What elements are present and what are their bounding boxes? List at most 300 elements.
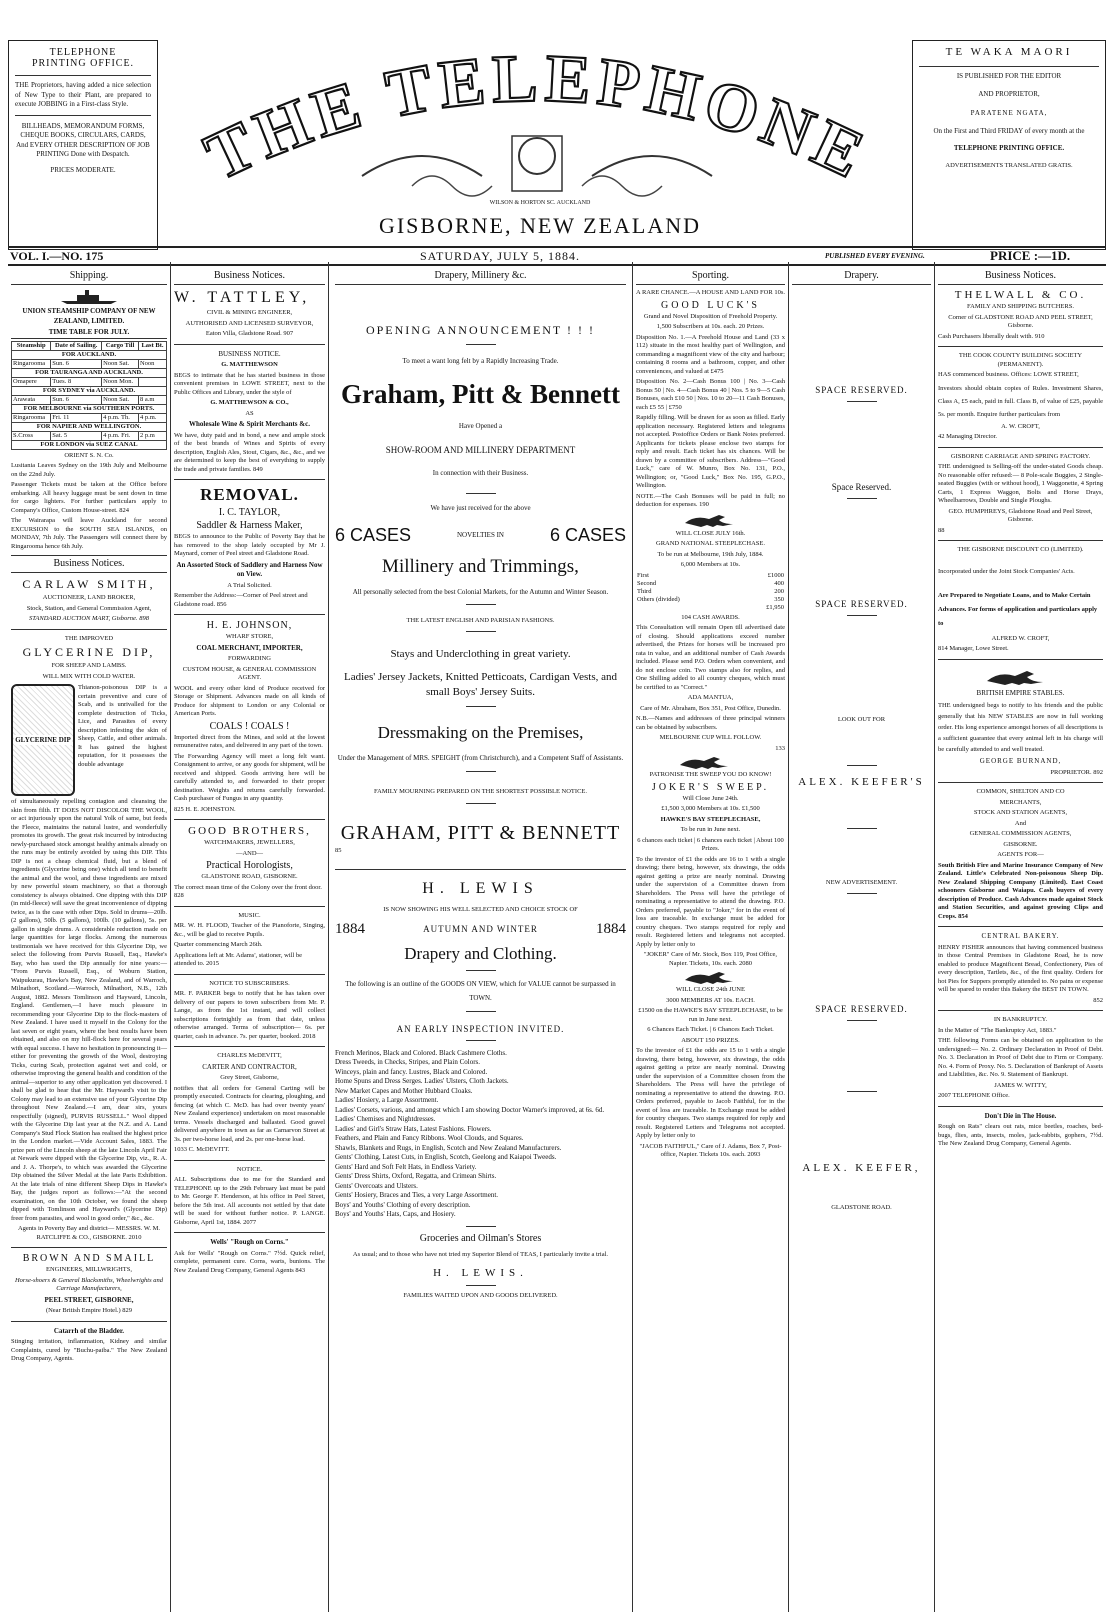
meet-want: To meet a want long felt by a Rapidly Increasing Trade.: [402, 357, 559, 365]
wells-title: Wells' "Rough on Corns.": [210, 1238, 289, 1246]
showroom: SHOW-ROOM AND MILLINERY DEPARTMENT: [385, 445, 576, 455]
table-cell: Sun. 6: [51, 359, 102, 368]
joker-line: To be run in June next.: [680, 826, 741, 833]
thelwall-line: FAMILY AND SHIPPING BUTCHERS.: [967, 303, 1074, 310]
tattley-line: AUTHORISED AND LICENSED SURVEYOR,: [185, 319, 314, 327]
year-right: 1884: [595, 920, 626, 937]
racehorse-icon: [676, 755, 746, 769]
good-line: The correct mean time of the Colony over the front door. 828: [174, 883, 322, 899]
new-advertisement: NEW ADVERTISEMENT.: [825, 878, 898, 886]
joker-line: HAWKE'S BAY STEEPLECHASE,: [660, 815, 761, 823]
as-text: AS: [245, 409, 254, 417]
cb-number: 852: [1093, 996, 1103, 1004]
mcdevitt-body: notifies that all orders for General Carting will be promptly executed. Contracts for clearing, ploughing, and fencing (at which C. McD. has had over twenty years' New Zealand experience) undertaken on most reasonable terms. Vessels discharged and ballasted. Good gravel delivered anywhere in town as far as Carnarvon Street at 3s. per two-horse load, and 2s. per one-horse load.: [174, 1084, 325, 1143]
table-row: [12, 395, 167, 404]
keefer-name: ALEX. KEEFER,: [802, 1162, 921, 1174]
divider: [11, 1247, 167, 1248]
css-line: GISBORNE.: [1003, 840, 1038, 848]
box-line: On the First and Third FRIDAY of every month at the: [933, 126, 1085, 135]
column-drapery-millinery: [329, 268, 632, 1608]
usn-title: UNION STEAMSHIP COMPANY OF NEW ZEALAND, LIMITED.: [22, 307, 156, 325]
column-business-notices: [171, 268, 328, 1608]
taylor-trade: Saddler & Harness Maker,: [196, 520, 303, 531]
members: 3000 MEMBERS AT 10s. EACH.: [666, 996, 755, 1004]
box-title: TELEPHONE: [49, 47, 117, 58]
joker-body: To the investor of £1 the odds are 16 to 1 with a single drawing; there being, however, six drawings, the odds against getting a prize are nearly nominal. Drawing under the supervision of a Committee drawn from Shareholders. The Press will have the privilege of nominating a representative to attend the drawing. P.O. Orders preferred, payable to "Joker," for in the event of loss are traceable. In exchange must be added for country cheques. Two stamps required for reply and result. Registered letters and telegrams not accepted. Apply by letter only to: [636, 855, 785, 948]
goods-item: Gents' Hosiery, Braces and Ties, a very Large Assortment.: [335, 1191, 499, 1199]
cc-line: A. W. CROFT,: [1001, 422, 1040, 430]
th: Date of Sailing.: [51, 341, 102, 350]
section-header: Business Notices.: [174, 268, 325, 285]
drapery-clothing: Drapery and Clothing.: [404, 943, 557, 963]
gcs-title: GISBORNE CARRIAGE AND SPRING FACTORY.: [950, 452, 1091, 460]
section-header: Sporting.: [636, 268, 785, 285]
gn-line: To be run at Melbourne, 19th July, 1884.: [657, 550, 764, 558]
table-cell: Sun. 6: [51, 395, 102, 404]
good-luck: GOOD LUCK'S: [661, 299, 760, 311]
goods-item: Ladies' Hosiery, a Large Assortment.: [335, 1096, 439, 1104]
box-title: TE WAKA MAORI: [945, 46, 1073, 58]
css-line: And: [1014, 819, 1027, 827]
price: PRICE :—1D.: [990, 248, 1071, 263]
early-inspection: AN EARLY INSPECTION INVITED.: [396, 1023, 565, 1034]
table-row: [12, 404, 167, 413]
goods-item: Winceys, plain and fancy. Lustres, Black and Colored.: [335, 1067, 488, 1076]
masthead-title: THE TELEPHONE: [193, 39, 881, 195]
route-cell: FOR NAPIER AND WELLINGTON.: [12, 422, 167, 431]
divider: [15, 75, 151, 76]
table-cell: 4 p.m.: [138, 413, 166, 422]
forwarding-body: The Forwarding Agency will meet a long felt want. Consignment to arrive, or any goods for shipment, will be received and shipped. Goods arriving here will be carefully attended to, and forwarded to their proper destination. Weights and returns carefully forwarded. Cash purchaser of Fungus in any quantity.: [174, 752, 325, 802]
bes-line: PROPRIETOR. 892: [1050, 768, 1103, 776]
column-sporting: [633, 268, 788, 1608]
table-row: [636, 588, 785, 596]
rare-chance: A RARE CHANCE.—A HOUSE AND LAND FOR 10s.: [636, 289, 785, 296]
goods-item: Ladies' Chemises and Nightdresses.: [335, 1115, 436, 1123]
table-cell: Others (divided): [637, 595, 680, 603]
divider: [15, 115, 151, 116]
good-brothers: GOOD BROTHERS,: [188, 825, 311, 837]
section-header: Drapery, Millinery &c.: [335, 268, 626, 285]
brown-line: ENGINEERS, MILLWRIGHTS,: [46, 1266, 132, 1273]
thelwall-line: Corner of GLADSTONE ROAD AND PEEL STREET, Gisborne.: [948, 313, 1093, 329]
route-cell: FOR TAURANGA AND AUCKLAND.: [12, 368, 167, 377]
table-row: [12, 359, 167, 368]
css-line: MERCHANTS,: [999, 798, 1042, 806]
table-cell: Ringarooma: [12, 413, 51, 422]
johnson-line: FORWARDING: [228, 655, 271, 662]
johnson-line: WHARF STORE,: [225, 633, 274, 640]
cases-left: 6 CASES: [335, 525, 412, 545]
table-cell: 400: [774, 579, 784, 587]
gdc-line: Are Prepared to Negotiate Loans, and to Make Certain Advances. For forms of application and particulars apply to: [938, 591, 1098, 627]
box-prices: PRICES MODERATE.: [50, 165, 116, 174]
notice2-title: NOTICE.: [236, 1165, 263, 1173]
mcdevitt-sign: 1033 C. McDEVITT.: [174, 1146, 230, 1153]
gn-line: 6,000 Members at 10s.: [680, 561, 741, 568]
box-line: TELEPHONE PRINTING OFFICE.: [953, 144, 1065, 152]
table-header-row: [12, 341, 167, 350]
table-cell: 350: [774, 595, 784, 603]
tattley-line: Eaton Villa, Gladstone Road. 907: [205, 330, 294, 337]
gdc-line: Incorporated under the Joint Stock Companies' Acts.: [938, 567, 1075, 575]
fashions: THE LATEST ENGLISH AND PARISIAN FASHIONS.: [406, 616, 555, 624]
thelwall-line: Cash Purchasers liberally dealt with. 910: [938, 332, 1045, 340]
table-cell: Omapere: [12, 377, 51, 386]
johnson-sign: 825 H. E. JOHNSTON.: [174, 805, 236, 813]
lewis-name: H. LEWIS: [422, 880, 539, 897]
gdc-line: ALFRED W. CROFT,: [991, 634, 1050, 642]
css-line: STOCK AND STATION AGENTS,: [973, 809, 1068, 816]
column-shipping: [8, 268, 170, 1608]
gcs-sign: GEO. HUMPHREYS, Gladstone Road and Peel Street, Gisborne.: [948, 507, 1093, 523]
table-cell: 4 p.m. Fri.: [102, 431, 139, 440]
box-line: PARATENE NGATA,: [970, 109, 1048, 117]
johnson-line: CUSTOM HOUSE, & GENERAL COMMISSION AGENT.: [182, 665, 317, 681]
cc-line: HAS commenced business. Offices: LOWE STREET,: [938, 371, 1079, 378]
gl-line: Disposition No. 1.—A Freehold House and Land (33 x 112) situate in the most healthy part of Wellington, and commanding a magnificent view of the city and harbour; containing 8 rooms and a bathroom, copper, and other conveniences, and valued at £475: [636, 333, 785, 375]
johnson-wool: WOOL and every other kind of Produce received for Storage or Shipment. Advances made on all kinds of Produce for shipment to London or any Colonial or American Ports.: [174, 684, 325, 717]
carlaw-name: CARLAW SMITH,: [22, 577, 156, 591]
goods-item: Dress Tweeds, in Checks, Stripes, and Plain Colors.: [335, 1058, 481, 1066]
telephone-printing-office-box: [8, 40, 158, 250]
goods-item: Boys' and Youths' Clothing of every description.: [335, 1200, 471, 1209]
th: Cargo Till: [102, 341, 139, 350]
top-rule: [8, 246, 1106, 248]
thelwall-name: THELWALL & CO.: [954, 289, 1087, 301]
parker-body: MR. F. PARKER begs to notify that he has taken over delivery of our papers to town subscribers from Mr. P. Lange, as from the 1st instant, and will collect subscriptions fortnightly as from that date, unless otherwise arranged. Terms of subscription— 6s. per quarter, cash in advance. 7s. per quarter, booked. 2018: [174, 990, 325, 1040]
close-date: WILL CLOSE JULY 16th.: [675, 529, 746, 537]
dip-tin-illustration: [11, 684, 75, 796]
house-title: Don't Die in The House.: [984, 1111, 1057, 1120]
gcs-number: 88: [938, 526, 945, 534]
subscribers-title: NOTICE TO SUBSCRIBERS.: [209, 979, 290, 987]
mcdevitt-name: CHARLES McDEVITT,: [217, 1052, 282, 1059]
css-line: COMMON, SHELTON AND CO: [976, 788, 1065, 795]
column-business-notices-right: [935, 268, 1106, 1608]
wholesale-body: We have, duty paid and in bond, a new and ample stock of the best brands of Wines and Spirits of every description, English Ales, Stout, Cigars, &c., &c., and we are determined to keep the best of everything to supply the trade and private families. 849: [174, 431, 325, 473]
goods-item: Ladies' Corsets, various, and amongst which I am showing Doctor Warner's improved, at 6s. 6d.: [335, 1105, 605, 1114]
hbs-line: 6 Chances Each Ticket. | 6 Chances Each Ticket.: [647, 1026, 774, 1033]
divider: [919, 66, 1099, 67]
keefer-name: ALEX. KEEFER'S: [798, 775, 925, 788]
dip-tin-label: GLYCERINE DIP: [15, 736, 71, 744]
masthead-place: GISBORNE, NEW ZEALAND: [378, 213, 702, 238]
racehorse-icon: [681, 970, 741, 984]
jokers-sweep: JOKER'S SWEEP.: [651, 781, 770, 793]
flood-body: MR. W. H. FLOOD, Teacher of the Pianoforte, Singing, &c., will be glad to receive Pupils.: [174, 922, 325, 938]
table-cell: Second: [637, 579, 657, 587]
cc-line: Investors should obtain copies of Rules. Investment Shares, Class A, £5 each, paid in full. Class B, of value of £25, payable 5s. per month. Enquire further particulars from: [938, 384, 1103, 418]
table-row: [12, 440, 167, 449]
space-reserved: SPACE RESERVED.: [815, 599, 908, 609]
css-line: AGENTS FOR—: [997, 851, 1044, 858]
dip-title: GLYCERINE DIP,: [22, 645, 156, 659]
box-subtitle: PRINTING OFFICE.: [31, 58, 135, 69]
gdc-line: 814 Manager, Lowe Street.: [938, 645, 1009, 652]
goods-item: Gents' Dress Shirts, Oxford, Regatta, and Crimean Shirts.: [335, 1172, 497, 1180]
column-drapery: [789, 268, 934, 1608]
css-body: South British Fire and Marine Insurance Company of New Zealand. Little's Celebrated Non-poisonous Sheep Dip. New Zealand Shipping Company (Limited). East Coast schooners Gisborne and Waiapu. Cash buyers of every description of Produce. Cash Advances made against Stock and Station Securities, and against growing Clips and Crops. 854: [938, 861, 1103, 920]
dip-side-text: Thianon-poisonous DIP is a certain preventive and cure of Scab, and is unrivalled for the complete destruction of Ticks, Lice, and Parasites of every description infesting the skin of Sheep, Cattle, and other animals. It has gained the highest reputation, for it possesses the double advantage: [78, 684, 167, 768]
outline: The following is an outline of the GOODS ON VIEW, which for VALUE cannot be surpassed in TOWN.: [345, 979, 616, 1002]
mcdevitt-street: Grey Street, Gisborne,: [220, 1074, 279, 1081]
mcup-number: 133: [775, 744, 785, 752]
good-line: WATCHMAKERS, JEWELLERS,: [204, 839, 295, 846]
brown-line: PEEL STREET, GISBORNE,: [44, 1295, 134, 1304]
goods-item: Home Spuns and Dress Serges. Ladies' Ulsters, Cloth Jackets.: [335, 1077, 509, 1085]
matthewson-body: BEGS to intimate that he has started business in those convenient premises in LOWE STREET, next to the Public Offices and Library, under the style of: [174, 371, 325, 396]
divider: [11, 1321, 167, 1322]
section-header: Shipping.: [11, 268, 167, 285]
table-cell: [636, 604, 739, 612]
carlaw-line: AUCTIONEER, LAND BROKER,: [42, 594, 136, 601]
bes-owner: GEORGE BURNAND,: [979, 757, 1062, 765]
table-row: [12, 377, 167, 386]
stable-horses-icon: [981, 665, 1061, 687]
masthead-title-art: [172, 36, 902, 211]
table-cell: First: [637, 571, 649, 579]
mourning: FAMILY MOURNING PREPARED ON THE SHORTEST POSSIBLE NOTICE.: [374, 788, 587, 795]
groceries: Groceries and Oilman's Stores: [419, 1232, 542, 1244]
table-cell: [138, 377, 166, 386]
dip-subtitle: FOR SHEEP AND LAMBS.: [51, 662, 127, 669]
bank-title: IN BANKRUPTCY.: [993, 1016, 1048, 1023]
table-cell: 2 p.m: [138, 431, 166, 440]
carlaw-line: Stock, Station, and General Commission Agent,: [26, 604, 152, 612]
space-reserved: SPACE RESERVED.: [815, 385, 908, 395]
route-cell: FOR LONDON via SUEZ CANAL: [12, 440, 167, 449]
timetable: [11, 341, 167, 450]
cases-right: 6 CASES: [549, 525, 626, 545]
passengers: Passenger Tickets must be taken at the Office before embarking. All heavy luggage must be sent down in time for cargo lighters. For further particulars apply to Company's Office, Custom House-street. 824: [11, 481, 167, 514]
table-row: [12, 422, 167, 431]
gl-line: 1,500 Subscribers at 10s. each. 20 Prizes.: [656, 323, 765, 330]
orient-line: ORIENT S. N. Co.: [64, 451, 114, 459]
taylor-trial: A Trial Solicited.: [227, 581, 272, 589]
box-body: THE Proprietors, having added a nice selection of New Type to their Plant, are prepared to execute JOBBING in a First-class Style.: [15, 81, 151, 108]
bes-title: BRITISH EMPIRE STABLES.: [976, 688, 1065, 697]
table-cell: 4 p.m. Th.: [102, 413, 139, 422]
space-reserved: SPACE RESERVED.: [815, 1004, 908, 1014]
hbs-line: ABOUT 150 PRIZES.: [681, 1036, 740, 1044]
goods-item: Gents' Overcoats and Ulsters.: [335, 1181, 418, 1190]
steamship-icon: [59, 289, 119, 305]
tattley-name: W. TATTLEY,: [174, 289, 311, 306]
received: We have just received for the above: [430, 503, 531, 512]
coals-title: COALS ! COALS !: [209, 720, 290, 732]
mcdevitt-trade: CARTER AND CONTRACTOR,: [202, 1062, 297, 1071]
goods-item: New Market Capes and Mother Hubbard Cloaks.: [335, 1086, 473, 1095]
matthewson: G. MATTHEWSON: [221, 361, 278, 368]
th: Last Bt.: [138, 341, 166, 350]
box-line: IS PUBLISHED FOR THE EDITOR: [956, 72, 1062, 80]
connection: In connection with their Business.: [432, 469, 529, 477]
waka-maori-box: [912, 40, 1106, 250]
table-cell: Noon Sat.: [102, 395, 139, 404]
table-cell: Ringarooma: [12, 359, 51, 368]
wairarapa: The Wairarapa will leave Auckland for second EXCURSION to the SOUTH SEA ISLANDS, on MONDAY, 7th July. The Passengers will connect there by Ringarooma hence 6th July.: [11, 517, 167, 550]
johnson-line: COAL MERCHANT, IMPORTER,: [196, 643, 303, 652]
taylor-stock: An Assorted Stock of Saddlery and Harness Now on View.: [176, 560, 323, 578]
table-cell: Fri. 11: [51, 413, 102, 422]
th: Steamship: [12, 341, 51, 350]
table-row: [12, 413, 167, 422]
dip-improved: THE IMPROVED: [64, 634, 114, 642]
usual: As usual; and to those who have not tried my Superior Blend of TEAS, I particularly invite a trial.: [352, 1250, 609, 1258]
dip-agents: Agents in Poverty Bay and district— MESSRS. W. M. RATCLIFFE & CO., GISBORNE. 2010: [17, 1225, 161, 1241]
millinery-title: Millinery and Trimmings,: [382, 556, 579, 577]
lewis-showing: IS NOW SHOWING HIS WELL SELECTED AND CHOICE STOCK OF: [383, 906, 578, 913]
gcs-body: THE undersigned is Selling-off the under-stated Goods cheap. No reasonable offer refused:— 8 Pole-scale Buggies, 2 Single-seated Buggies (with or without hood), 1 Waggonette, 4 Spring Carts, 1 Express Waggon, Bolts and Horse Drays, Wheelbarrows, Double and Single Ploughs.: [938, 463, 1103, 504]
tattley-line: CIVIL & MINING ENGINEER,: [206, 309, 293, 316]
section-header: Drapery.: [792, 268, 931, 285]
masthead-ornament-icon: [172, 36, 902, 211]
hbs-address: "JACOB FAITHFUL," Care of J. Adams, Box 7, Post-office, Napier. Tickets 10s. each. 2093: [639, 1142, 782, 1158]
bank-sign: JAMES W. WITTY,: [994, 1081, 1047, 1089]
coals-body: Imported direct from the Mines, and sold at the lowest remunerative rates, and delivered in any part of the town.: [174, 733, 325, 749]
opening-announcement: OPENING ANNOUNCEMENT ! ! !: [365, 323, 596, 337]
gl-line: Grand and Novel Disposition of Freehold Property.: [643, 312, 778, 320]
novelties: NOVELTIES IN: [457, 530, 504, 539]
route-cell: FOR AUCKLAND.: [12, 350, 167, 359]
brown-smaill: BROWN AND SMAILL: [22, 1253, 156, 1264]
year-left: 1884: [335, 920, 365, 937]
brown-line: Horse-shoers & General Blacksmiths, Wheelwrights and Carriage Manufacturers,: [14, 1276, 164, 1292]
gpb-number: 85: [335, 846, 342, 854]
gpb-footer: GRAHAM, PITT & BENNETT: [340, 821, 621, 844]
removal-title: REMOVAL.: [200, 485, 299, 504]
gl-line: NOTE.—The Cash Bonuses will be paid in full; no deduction for expenses. 190: [636, 492, 785, 508]
route-cell: FOR MELBOURNE via SOUTHERN PORTS.: [12, 404, 167, 413]
gladstone-road: GLADSTONE ROAD.: [831, 1204, 892, 1211]
good-line: Practical Horologists,: [206, 860, 293, 871]
gpb-title: Graham, Pitt & Bennett: [341, 378, 620, 409]
table-cell: Noon Sat.: [102, 359, 139, 368]
issue-date: SATURDAY, JULY 5, 1884.: [420, 249, 581, 263]
goods-item: Gents' Hard and Soft Felt Hats, in Endless Variety.: [335, 1162, 477, 1171]
table-row: [12, 431, 167, 440]
good-line: —AND—: [235, 849, 264, 857]
taylor-name: I. C. TAYLOR,: [218, 507, 281, 518]
carlaw-line: STANDARD AUCTION MART, Gisborne. 898: [29, 615, 149, 622]
joker-line: 6 chances each ticket | 6 chances each ticket | About 100 Prizes.: [637, 836, 784, 852]
good-line: GLADSTONE ROAD, GISBORNE.: [201, 873, 298, 880]
taylor-body: BEGS to announce to the Public of Poverty Bay that he has removed to the shop lately occupied by Mr J. Maynard, corner of Peel street and Gladstone Road.: [174, 533, 325, 557]
close-date: WILL CLOSE 24th JUNE: [676, 986, 745, 993]
taylor-address: Remember the Address:—Corner of Peel street and Gladstone road. 856: [174, 592, 308, 608]
box-line: AND PROPRIETOR,: [978, 89, 1040, 98]
css-line: GENERAL COMMISSION AGENTS,: [969, 830, 1072, 837]
table-row: [636, 572, 785, 580]
timetable-title: TIME TABLE FOR JULY.: [11, 328, 167, 339]
joker-address: "JOKER" Care of Mr. Stock, Box 119, Post Office, Napier. Tickets, 10s. each. 2080: [643, 951, 778, 967]
joker-line: £1,500 3,000 Members at 10s. £1,500: [661, 805, 760, 812]
table-row: [636, 604, 785, 612]
hbs-line: £1500 on the HAWKE'S BAY STEEPLECHASE, to be run in June next.: [638, 1007, 783, 1023]
racehorse-icon: [681, 513, 741, 527]
table-cell: Arawata: [12, 395, 51, 404]
section-header: Business Notices.: [11, 555, 167, 573]
lewis-sign: H. LEWIS.: [433, 1266, 528, 1279]
goods-item: Ladies' and Girl's Straw Hats, Latest Fashions. Flowers.: [335, 1124, 492, 1133]
publication-note: PUBLISHED EVERY EVENING.: [825, 252, 925, 260]
ada-name: ADA MANTUA,: [687, 694, 734, 701]
music-title: MUSIC.: [238, 911, 261, 919]
bank-body: THE following Forms can be obtained on application to the undersigned:— No. 2. Ordinary Declaration in Proof of Debt. No. 3. Declaration in Proof of Debt due to Firm or Company. No. 4. Form of Proxy. No. 5. Declaration of Bankrupt of Assets and Liabilities, &c. No. 9. Statement of Bankrupt.: [938, 1037, 1103, 1078]
mcup: MELBOURNE CUP WILL FOLLOW.: [659, 734, 762, 741]
catarrh-body: Stinging irritation, inflammation, Kidney and similar Complaints, cured by "Buchu-paiba." The New Zealand Drug Company, Agents.: [11, 1338, 167, 1362]
flood-line: Applications left at Mr. Adams', stationer, will be attended to. 2015: [174, 951, 303, 967]
table-cell: Sat. 5: [51, 431, 102, 440]
engraver-credit: WILSON & HORTON SC. AUCKLAND: [489, 200, 591, 206]
goods-item: Gents' Clothing, Latest Cuts, in English, Scotch, Geelong and Kaiapoi Tweeds.: [335, 1153, 557, 1161]
stays: Stays and Underclothing in great variety.: [390, 648, 571, 660]
cb-body: HENRY FISHER announces that having commenced business in those Central Premises in Gladstone Road, he is now enabled to produce Magnificent Bread, Confectionery, Pies of every description, Tartlets, &c., of the first quality. Orders for hot Pies for Suppers promptly attended to. No pains or expense will be spared to render this Bakery the BEST IN TOWN.: [938, 943, 1103, 993]
cb-title: CENTRAL BAKERY.: [981, 932, 1060, 940]
space-reserved: Space Reserved.: [831, 482, 892, 492]
matthewson-co: G. MATTHEWSON & CO.,: [210, 399, 289, 406]
box-line: ADVERTISEMENTS TRANSLATED GRATIS.: [945, 161, 1073, 169]
bes-body: THE undersigned begs to notify to his friends and the public generally that his NEW STABLES are now in full working order. His long experience amongst horses of all descriptions is a sufficient guarantee that every animal left in his charge will be carefully attended to and well treated.: [938, 702, 1103, 753]
svg-text:THE TELEPHONE: [194, 40, 881, 195]
bank-line: In the Matter of "The Bankruptcy Act, 1883.": [938, 1026, 1057, 1034]
dip-mix: WILL MIX WITH COLD WATER.: [42, 672, 136, 680]
brown-line: (Near British Empire Hotel.) 829: [45, 1307, 133, 1314]
table-cell: 200: [774, 587, 784, 595]
route-cell: FOR SYDNEY via AUCKLAND.: [12, 386, 167, 395]
wells-body: Ask for Wells' "Rough on Corns." 7½d. Quick relief, complete, permanent cure. Corns, warts, bunions. The New Zealand Drug Company, General Agents 843: [174, 1249, 325, 1274]
joker-line: Will Close June 24th.: [682, 794, 739, 802]
house-body: Rough on Rats" clears out rats, mice beetles, roaches, bed-bugs, flies, ants, insects, moles, jack-rabbits, gophers, 7½d. The New Zealand Drug Company, General Agents.: [938, 1123, 1103, 1147]
flood-line: Quarter commencing March 26th.: [174, 941, 263, 948]
dateline-rule: [8, 264, 1106, 266]
cc-title: THE COOK COUNTY BUILDING SOCIETY (PERMANENT).: [958, 352, 1083, 368]
bank-line: 2007 TELEPHONE Office.: [938, 1092, 1010, 1099]
box-list: BILLHEADS, MEMORANDUM FORMS, CHEQUE BOOKS, CIRCULARS, CARDS, And EVERY OTHER DESCRIPTION OF JOB PRINTING Done with Despatch.: [16, 121, 150, 158]
volume-number: VOL. I.—NO. 175: [10, 249, 104, 263]
table-cell: £1,950: [766, 603, 784, 611]
personally: All personally selected from the best Colonial Markets, for the Autumn and Winter Season.: [352, 588, 609, 596]
ada-address: Care of Mr. Abraham, Box 351, Post Office, Dunedin.: [640, 704, 781, 712]
section-header: Business Notices.: [938, 268, 1103, 285]
hbs-body: To the investor of £1 the odds are 15 to 1 with a single drawing, there being, however, six drawings, the odds against getting a prize are nearly nominal. Drawing under the supervision of a Committee chosen from the Shareholders. The Press will have the privilege of nominating a representative to attend the drawing. P.O. Orders preferred, payable to Jacob Faithful, for in the event of loss are traceable. In Exchange must be added for country cheques. Two stamps required for reply and result. Registered Letters and Telegrams not accepted. Apply by letter only to: [636, 1047, 785, 1139]
gn-title: GRAND NATIONAL STEEPLECHASE.: [656, 540, 765, 547]
dressmaking: Dressmaking on the Premises,: [377, 723, 584, 742]
cc-line: 42 Managing Director.: [938, 433, 998, 440]
table-row: [636, 596, 785, 604]
awards: 104 CASH AWARDS.: [681, 613, 740, 621]
autumn-winter: AUTUMN AND WINTER: [423, 924, 538, 934]
lange-body: ALL Subscriptions due to me for the Standard and TELEPHONE up to the 29th February last must be paid to Mr. George F. Henderson, at his office in Peel Street, before the 5th inst. All accounts not settled by that date will be sued for without further notice. P. LANGE. Gisborne, April 1st, 1884. 2077: [174, 1176, 325, 1226]
table-cell: Noon Mon.: [102, 377, 139, 386]
patronise: PATRONISE THE SWEEP YOU DO KNOW!: [649, 771, 772, 778]
dip-body: of simultaneously repelling contagion and cleansing the skin from filth. IT DOES NOT DISCOLOR THE WOOL, or act injuriously upon the natural Yolk of same, but feeds the Fleece, maintains the natural lustre, and wonderfully promotes its growth. The great risk incurred by introducing newly-purchased stock amongst healthy animals already on the runs may be entirely avoided by using this DIP. This DIP is not a cheap chemical fluid, but a blend of ingredients (Glycerine being one) which all tend to benefit the animal and the wool, and these ingredients are mixed by new powerful steam machinery, so that a thorough consistency is always obtained. One dipping with this DIP (in mid-fleece) will save the great inconvenience of dipping twice, as is the case with other Dips. Sold in drums—20lb. (2 gallons), 50lb. (5 gallons), 100lb. (10 gallons), 5s. per gallon in single drums. A considerable reduction made on large quantities for large flocks. Among the numerous testimonials we have received for this Glycerine Dip, we select the following from Purvis Russell, Esq., Hawke's Bay, who has used the Dip annually for nine years:— "From Purvis Russell, Esq., of Woburn Station, Waipukurau, Hawke's Bay, New Zealand, and of Warroch, Milnathort, Scotland.—Warroch, Milnathort, N.B., 12th August, 1882. Messrs Tomlinson and Hayward, Lincoln, England. Gentlemen,—I have much pleasure in recommending your Glycerine Dip to the flock-masters of New Zealand. I have used it myself in the Colony for the last seven or eight years, where the best results have been obtained, and also on my hill-flock here for several years with equal success. I have no hesitation in pronouncing it—either for preventing the growth of the Wool, destroying Ticks, curing Scab, protection against wet and cold, or otherwise improving the general health and condition of the animal—superior to any other application yet discovered. I shall be glad to hear that the Mr. Hayward's visit to the Colony may lead to an extensive use of your Glycerine Dip throughout New Zealand.—I am, dear sirs, yours respectfully (signed), PURVIS RUSSELL." Wool dipped with the Glycerine Dip last year at the N.Z. and A. Land Company's Stud Flock Station has realised the highest price in the London market.—Vide Account Sales, 1883. The prize pen of the Lincoln sheep at the late Lincoln April Fair at Newark were dipped with the Glycerine Dip, viz., R. A. and J. A. Thorpe's, to which was awarded the Glycerine Dip obtained the Silver Medal at the late Paris Exhibition. At the late trials of nine different Sheep Dips in Hawke's Bay, the judges report as follows:—"At the second examination, on the 10th October, we found the sheep dipped with Tomlinson and Hayward's (Glycerine Dip) freer from parasites, and wool in good order," &c., &c.: [11, 798, 167, 1222]
table-cell: Tues. 8: [51, 377, 102, 386]
management: Under the Management of MRS. SPEIGHT (from Christchurch), and a Competent Staff of Assistants.: [337, 754, 624, 762]
table-cell: Noon: [138, 359, 166, 368]
goods-list: [335, 1049, 626, 1220]
gn-body: This Consultation will remain Open till advertised date of closing. Should applications exceed number advertised, the Prizes for horses will be increased pro rata in value, and an additional number of Cash Awards included. Please send P.O. Orders when convenient, and do not enclose coin. Two stamps also for replies, and One Shilling added to all country cheques, which must be certified to as "Correct.": [636, 624, 785, 691]
wholesale-title: Wholesale Wine & Spirit Merchants &c.: [189, 420, 310, 428]
table-row: [12, 350, 167, 359]
goods-item: Boys' and Youths' Hats, Caps, and Hosiery.: [335, 1210, 456, 1218]
johnson-name: H. E. JOHNSON,: [206, 620, 293, 631]
table-row: [636, 580, 785, 588]
notice-title: BUSINESS NOTICE.: [218, 349, 281, 358]
lusitania: Lusitania Leaves Sydney on the 19th July and Melbourne on the 22nd July.: [11, 462, 167, 478]
ada-note: N.B.—Names and addresses of three principal winners can be obtained by subscribers.: [636, 715, 785, 731]
